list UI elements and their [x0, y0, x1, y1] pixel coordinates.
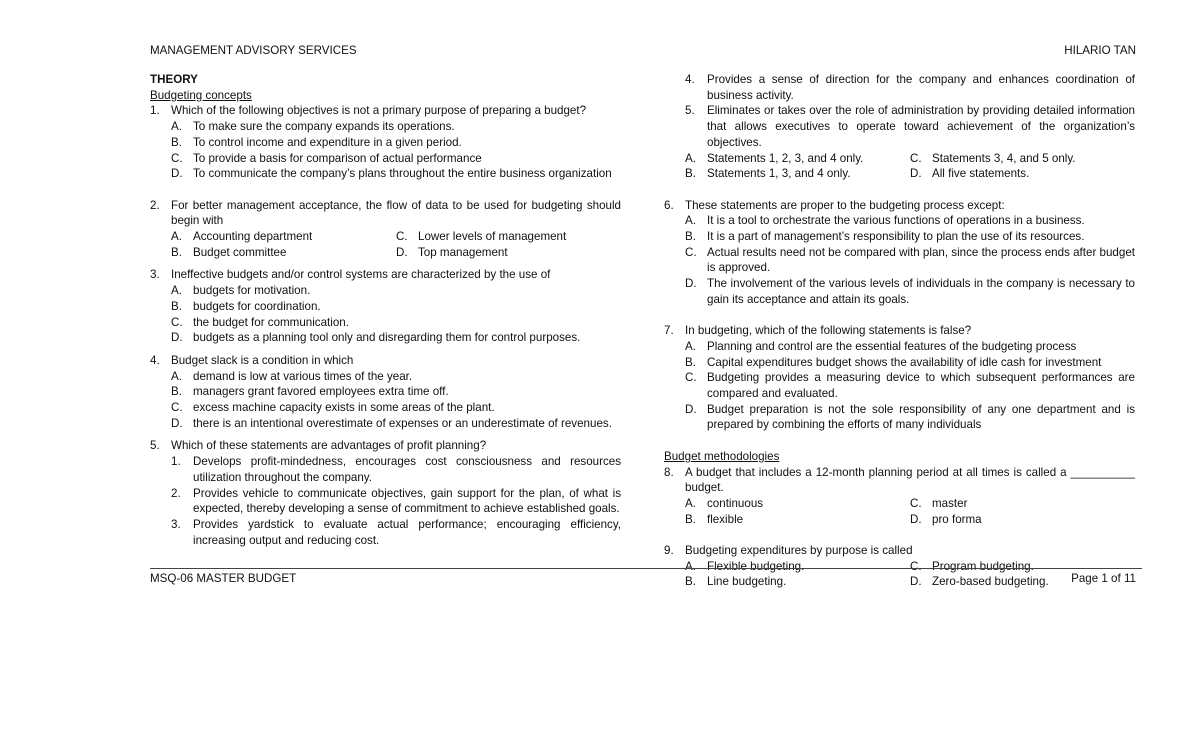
option-text: managers grant favored employees extra time off. [193, 385, 449, 399]
option [685, 166, 910, 182]
option-text: Statements 1, 3, and 4 only. [707, 167, 851, 181]
page-header [150, 44, 1136, 60]
question-8 [664, 465, 1135, 496]
option [664, 402, 1135, 433]
option-letter: A. [171, 284, 182, 298]
option-text: budgets for motivation. [193, 284, 311, 298]
question-1 [150, 103, 621, 119]
option-text: Accounting department [193, 230, 313, 244]
option [685, 151, 910, 167]
option-letter: B. [685, 230, 696, 244]
option-letter: B. [685, 512, 696, 526]
option-letter: C. [910, 496, 922, 510]
option [171, 229, 396, 245]
option-text: All five statements. [932, 167, 1030, 181]
question-number: 2. [150, 198, 160, 212]
question-number: 4. [150, 353, 160, 367]
option-letter: B. [171, 385, 182, 399]
option-text: flexible [707, 512, 744, 526]
header-course-title: MANAGEMENT ADVISORY SERVICES [150, 44, 357, 57]
option-letter: D. [910, 575, 922, 589]
spacer [664, 308, 1135, 324]
statement-number: 5. [685, 104, 695, 118]
spacer [664, 527, 1135, 543]
option-text: Statements 1, 2, 3, and 4 only. [707, 151, 864, 165]
option-text: Actual results need not be compared with plan, since the process ends after budget is approved. [707, 245, 1135, 275]
option [910, 166, 1135, 182]
question-text: A budget that includes a 12-month planning period at all times is called a __________ budget. [685, 465, 1135, 495]
options-grid [664, 496, 1135, 527]
option-text: Lower levels of management [418, 230, 567, 244]
option [685, 496, 910, 512]
right-column [664, 72, 1135, 590]
option-letter: B. [685, 355, 696, 369]
page-number: Page 1 of 11 [1071, 572, 1136, 585]
option [150, 400, 621, 416]
option [396, 229, 621, 245]
option-letter: A. [685, 496, 696, 510]
question-5 [150, 438, 621, 454]
option [150, 151, 621, 167]
option-letter: C. [171, 315, 183, 329]
option-text: To make sure the company expands its operations. [193, 120, 455, 134]
option [150, 283, 621, 299]
options-grid [150, 229, 621, 260]
option [150, 369, 621, 385]
option-text: To provide a basis for comparison of actual performance [193, 151, 482, 165]
footer-rule [150, 568, 1142, 569]
question-number: 1. [150, 104, 160, 118]
footer-document-code: MSQ-06 MASTER BUDGET [150, 572, 297, 585]
spacer [150, 346, 621, 353]
option-text: Budget preparation is not the sole responsibility of any one department and is prepared by combining the efforts of many individuals [707, 402, 1135, 432]
option [910, 512, 1135, 528]
option-text: budgets for coordination. [193, 299, 321, 313]
option [150, 299, 621, 315]
option [664, 370, 1135, 401]
option [150, 330, 621, 346]
question-4 [150, 353, 621, 369]
option [664, 276, 1135, 307]
option-letter: B. [171, 135, 182, 149]
statement-text: Provides a sense of direction for the company and enhances coordination of business activity. [707, 73, 1135, 102]
theory-heading: THEORY [150, 73, 198, 86]
option-letter: A. [685, 151, 696, 165]
question-text: For better management acceptance, the flow of data to be used for budgeting should begin with [171, 198, 621, 228]
option-letter: A. [685, 559, 696, 573]
option [150, 315, 621, 331]
statement [664, 72, 1135, 103]
option-text: there is an intentional overestimate of expenses or an underestimate of revenues. [193, 416, 612, 430]
option [171, 245, 396, 261]
option-text: The involvement of the various levels of individuals in the company is necessary to gain its acceptance and attain its goals. [707, 277, 1135, 306]
question-text: These statements are proper to the budgeting process except: [685, 198, 1005, 212]
question-6 [664, 198, 1135, 214]
option [150, 119, 621, 135]
question-text: Ineffective budgets and/or control systems are characterized by the use of [171, 268, 551, 282]
option-text: Capital expenditures budget shows the availability of idle cash for investment [707, 355, 1102, 369]
option [910, 496, 1135, 512]
option-letter: D. [171, 416, 183, 430]
option-letter: D. [910, 512, 922, 526]
options-grid [664, 151, 1135, 182]
statement-number: 4. [685, 73, 695, 86]
section-heading-budgeting-concepts: Budgeting concepts [150, 88, 252, 102]
option-letter: C. [171, 401, 183, 415]
option [150, 135, 621, 151]
option-letter: D. [685, 277, 697, 291]
question-3 [150, 267, 621, 283]
statement-text: Eliminates or takes over the role of administration by providing detailed information that allows executives to operate toward achievement of the organization’s objectives. [707, 104, 1135, 149]
statement-number: 2. [171, 486, 181, 500]
option [664, 229, 1135, 245]
question-9 [664, 543, 1135, 559]
statement [150, 454, 621, 485]
option [664, 245, 1135, 276]
option-text: It is a tool to orchestrate the various functions of operations in a business. [707, 214, 1085, 228]
question-text: Budget slack is a condition in which [171, 353, 354, 367]
option [664, 339, 1135, 355]
option-letter: A. [685, 214, 696, 228]
option-text: Line budgeting. [707, 575, 787, 589]
section-heading-budget-methodologies: Budget methodologies [664, 449, 780, 463]
option-text: Statements 3, 4, and 5 only. [932, 151, 1076, 165]
option-letter: B. [685, 167, 696, 181]
option-letter: C. [171, 151, 183, 165]
statement-text: Provides vehicle to communicate objectives, gain support for the plan, of what is expected, thereby developing a sense of commitment to achieve established goals. [193, 486, 621, 516]
option-letter: C. [910, 151, 922, 165]
spacer [150, 260, 621, 267]
option-text: Budgeting provides a measuring device to which subsequent performances are compared and evaluated. [707, 371, 1135, 401]
header-author: HILARIO TAN [1064, 44, 1136, 57]
option [150, 384, 621, 400]
option [150, 166, 621, 182]
option-letter: D. [171, 167, 183, 181]
question-text: In budgeting, which of the following statements is false? [685, 324, 972, 338]
option-text: Zero-based budgeting. [932, 575, 1049, 589]
option-letter: C. [396, 230, 408, 244]
option [664, 213, 1135, 229]
option-text: master [932, 496, 968, 510]
spacer [664, 433, 1135, 449]
option-letter: D. [171, 331, 183, 345]
option [150, 416, 621, 432]
option-letter: D. [396, 245, 408, 259]
spacer [664, 182, 1135, 198]
statement [150, 486, 621, 517]
option-letter: A. [171, 230, 182, 244]
option-text: excess machine capacity exists in some areas of the plant. [193, 401, 495, 415]
option-letter: C. [685, 245, 697, 259]
statement [664, 103, 1135, 150]
question-number: 5. [150, 439, 160, 453]
option-text: Budget committee [193, 245, 287, 259]
option-letter: B. [685, 575, 696, 589]
question-2 [150, 198, 621, 229]
option-text: To control income and expenditure in a given period. [193, 135, 462, 149]
option-text: Program budgeting. [932, 559, 1034, 573]
option-text: pro forma [932, 512, 982, 526]
option-letter: C. [910, 559, 922, 573]
option [396, 245, 621, 261]
statement-number: 1. [171, 455, 181, 469]
option-letter: A. [171, 120, 182, 134]
option [910, 151, 1135, 167]
option-letter: D. [910, 167, 922, 181]
option [685, 512, 910, 528]
question-7 [664, 323, 1135, 339]
spacer [150, 182, 621, 198]
question-number: 3. [150, 268, 160, 282]
question-text: Which of the following objectives is not a primary purpose of preparing a budget? [171, 104, 587, 118]
option-text: continuous [707, 496, 764, 510]
left-column [150, 72, 621, 548]
option-text: Flexible budgeting. [707, 559, 805, 573]
page-footer [150, 572, 1136, 588]
option-letter: B. [171, 299, 182, 313]
spacer [150, 431, 621, 438]
statement-text: Develops profit-mindedness, encourages cost consciousness and resources utilization throughout the company. [193, 455, 621, 484]
question-text: Which of these statements are advantages of profit planning? [171, 439, 487, 453]
option-text: the budget for communication. [193, 315, 349, 329]
option-letter: A. [171, 369, 182, 383]
option-text: budgets as a planning tool only and disregarding them for control purposes. [193, 331, 581, 345]
option-text: demand is low at various times of the year. [193, 369, 413, 383]
statement-number: 3. [171, 517, 181, 531]
option-text: Planning and control are the essential features of the budgeting process [707, 339, 1077, 353]
option-letter: B. [171, 245, 182, 259]
option-text: It is a part of management’s responsibility to plan the use of its resources. [707, 230, 1085, 244]
question-number: 6. [664, 198, 674, 212]
question-text: Budgeting expenditures by purpose is called [685, 544, 913, 558]
option-letter: A. [685, 339, 696, 353]
option-letter: D. [685, 402, 697, 416]
question-number: 7. [664, 324, 674, 338]
option-letter: C. [685, 371, 697, 385]
statement-text: Provides yardstick to evaluate actual performance; encouraging efficiency, increasing output and reducing cost. [193, 517, 621, 547]
question-number: 8. [664, 465, 674, 479]
option-text: Top management [418, 245, 508, 259]
statement [150, 517, 621, 548]
question-number: 9. [664, 544, 674, 558]
option [664, 355, 1135, 371]
option-text: To communicate the company’s plans throughout the entire business organization [193, 167, 612, 181]
